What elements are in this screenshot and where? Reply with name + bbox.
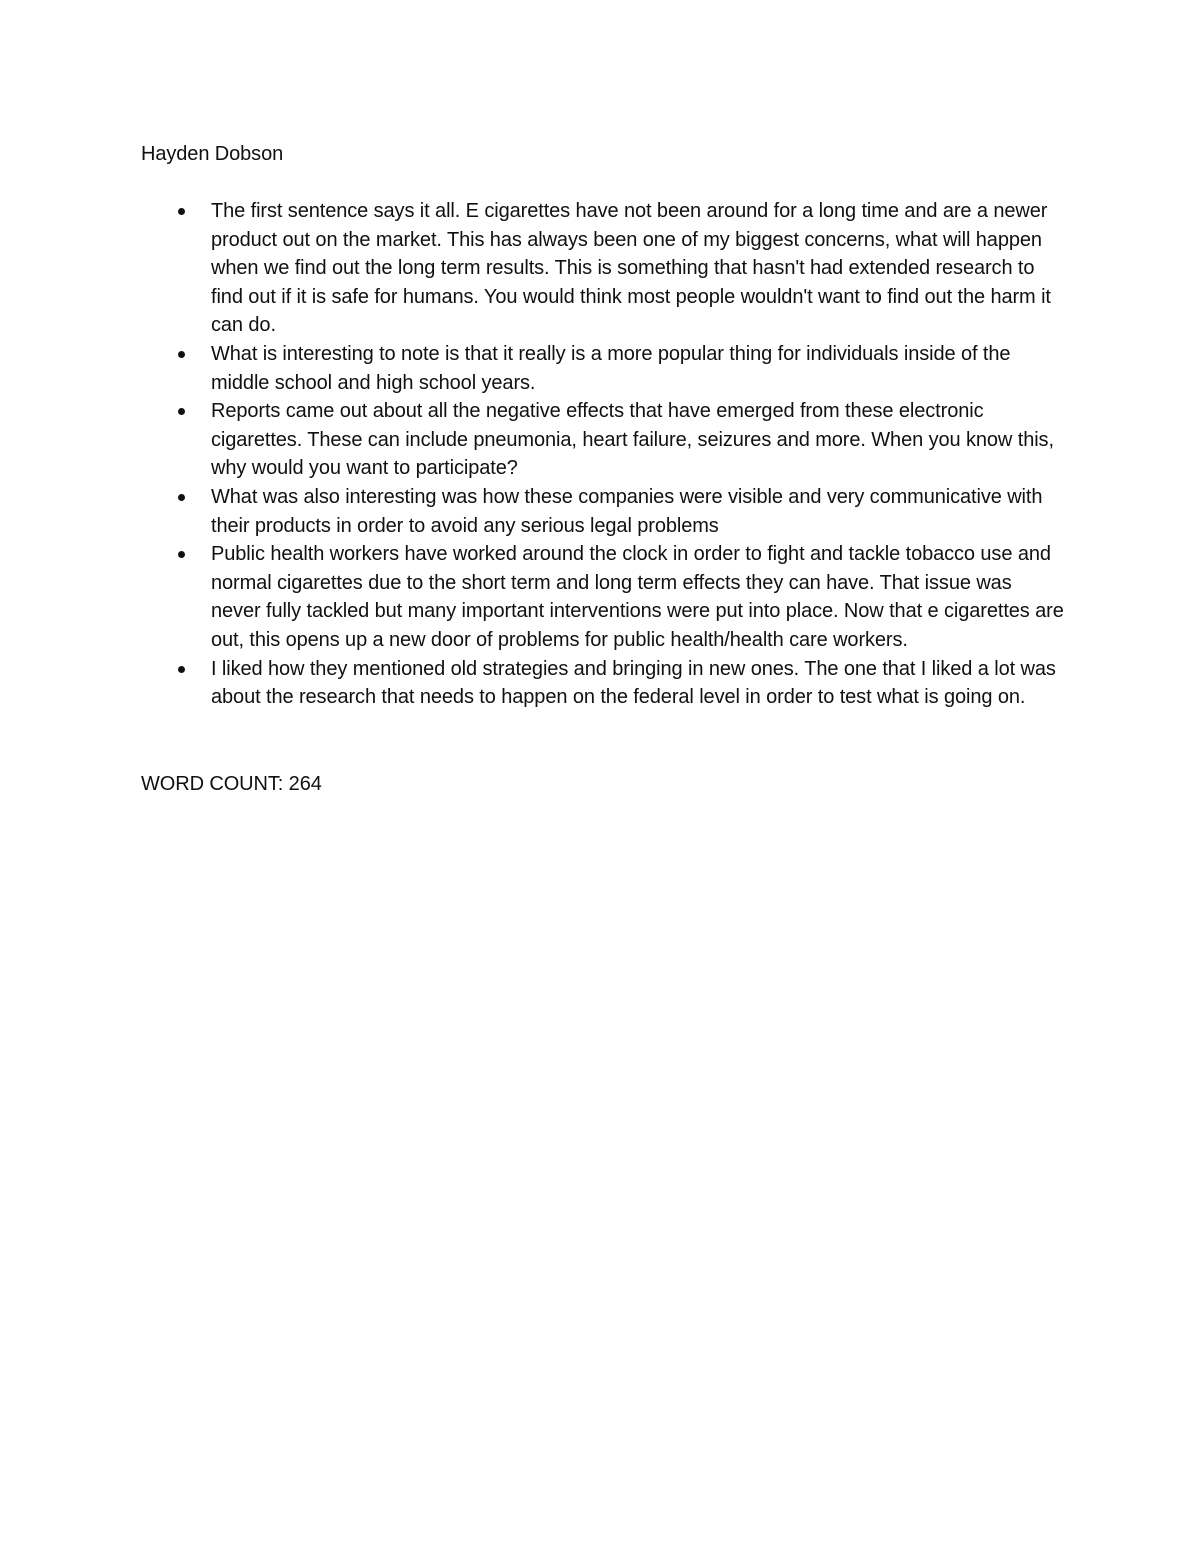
list-item — [211, 397, 1066, 483]
list-item — [211, 655, 1066, 712]
bullet-icon — [178, 494, 185, 501]
notes-list — [141, 197, 1066, 712]
document-body — [141, 140, 1066, 798]
list-item — [211, 340, 1066, 397]
bullet-icon — [178, 551, 185, 558]
list-item-text: What is interesting to note is that it really is a more popular thing for individuals inside of the middle school and high school years. — [211, 342, 1011, 394]
bullet-icon — [178, 408, 185, 415]
word-count: WORD COUNT: 264 — [141, 772, 322, 795]
list-item — [211, 197, 1066, 340]
list-item-text: The first sentence says it all. E cigarettes have not been around for a long time and are a newer product out on the market. This has always been one of my biggest concerns, what will happen when we find out the long term results. This is something that hasn't had extended research to find out if it is safe for humans. You would think most people wouldn't want to find out the harm it can do. — [211, 200, 1051, 337]
list-item-text: Public health workers have worked around the clock in order to fight and tackle tobacco use and normal cigarettes due to the short term and long term effects they can have. That issue was never fully tackled but many important interventions were put into place. Now that e cigarettes are out, this opens up a new door of problems for public health/health care workers. — [211, 543, 1064, 651]
list-item-text: What was also interesting was how these companies were visible and very communicative with their products in order to avoid any serious legal problems — [211, 485, 1043, 537]
bullet-icon — [178, 208, 185, 215]
list-item-text: I liked how they mentioned old strategies and bringing in new ones. The one that I liked a lot was about the research that needs to happen on the federal level in order to test what is going on. — [211, 657, 1056, 709]
list-item — [211, 483, 1066, 540]
bullet-icon — [178, 666, 185, 673]
list-item — [211, 540, 1066, 654]
author-name: Hayden Dobson — [141, 143, 284, 165]
bullet-icon — [178, 351, 185, 358]
list-item-text: Reports came out about all the negative effects that have emerged from these electronic cigarettes. These can include pneumonia, heart failure, seizures and more. When you know this, why would you want to participate? — [211, 400, 1054, 480]
